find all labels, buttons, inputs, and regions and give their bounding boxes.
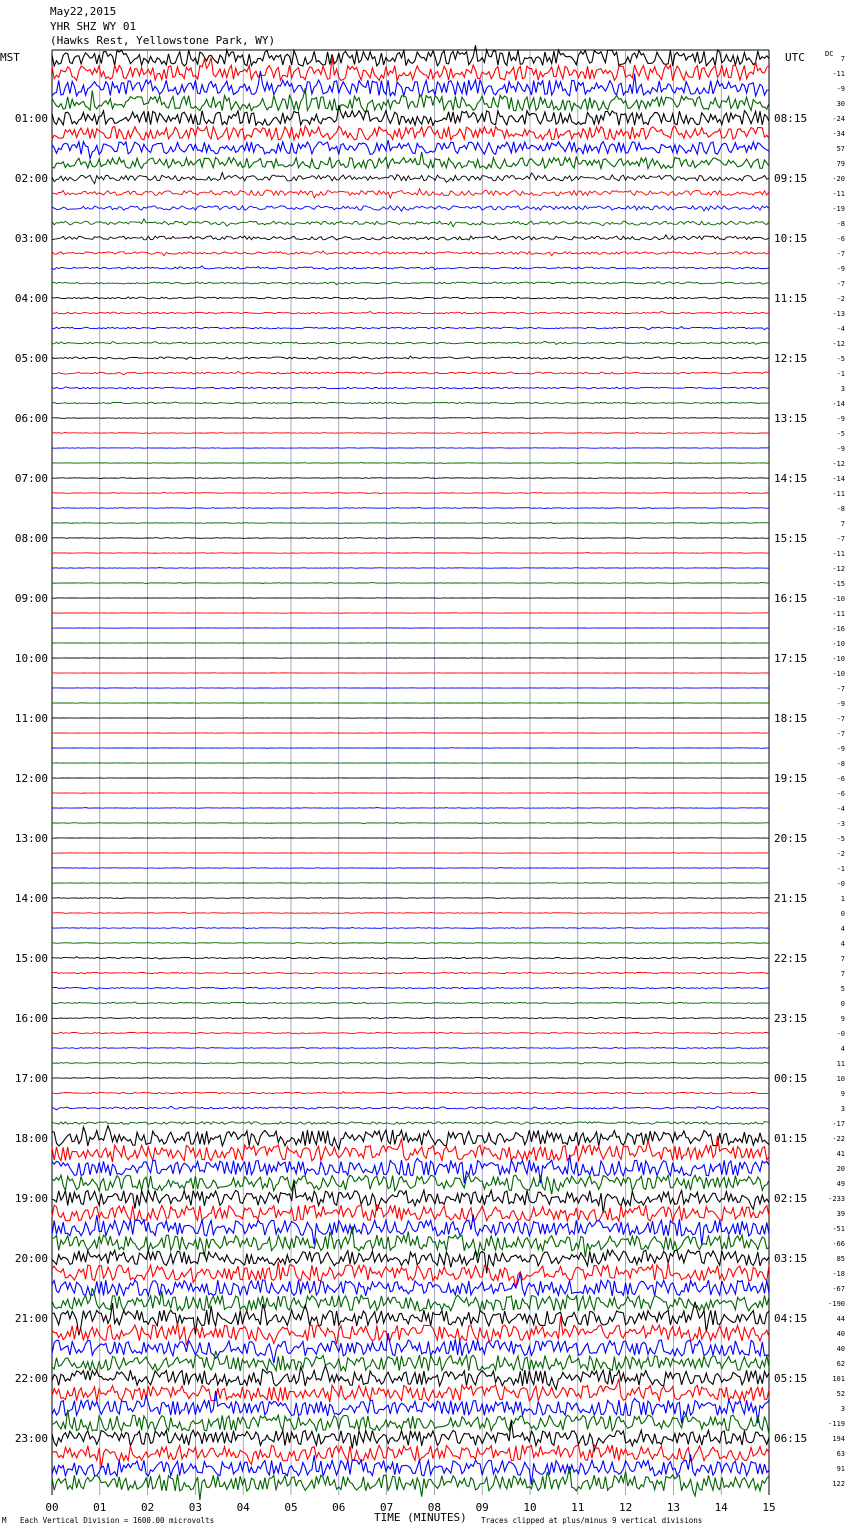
dc-offset-label: -7 [836,280,845,288]
trace-line [52,463,769,464]
dc-offset-label: -67 [832,1285,845,1293]
dc-offset-label: -2 [836,295,845,303]
trace-line [52,1002,769,1004]
dc-offset-label: -16 [832,625,845,633]
trace-line [52,282,769,285]
trace-line [52,251,769,256]
dc-offset-label: -233 [828,1195,845,1203]
dc-offset-label: -7 [836,535,845,543]
dc-offset-label: 9 [840,1090,845,1098]
trace-line [52,883,769,884]
trace-line [52,327,769,330]
trace-line [52,356,769,359]
x-tick-label: 10 [523,1501,537,1514]
trace-line [52,553,769,554]
dc-offset-label: -7 [836,250,845,258]
dc-offset-label: -10 [832,640,845,648]
mst-hour-label: 04:00 [14,292,48,305]
mst-hour-label: 06:00 [14,412,48,425]
trace-line [52,1379,769,1403]
trace-line [52,748,769,749]
utc-hour-label: 22:15 [774,952,808,965]
trace-line [52,417,769,418]
trace-line [52,402,769,404]
x-tick-label: 08 [427,1501,442,1514]
mst-axis-title: MST [0,51,20,64]
trace-line [52,538,769,539]
utc-hour-label: 13:15 [774,412,808,425]
dc-offset-label: 9 [840,1015,845,1023]
x-tick-label: 11 [571,1501,585,1514]
trace-line [52,493,769,494]
trace-line [52,928,769,929]
trace-line [52,808,769,809]
dc-offset-label: 79 [836,160,845,168]
dc-offset-label: -15 [832,580,845,588]
x-tick-label: 13 [666,1501,681,1514]
dc-offset-label: 40 [836,1330,845,1338]
utc-hour-label: 23:15 [774,1012,808,1025]
trace-line [52,1454,769,1484]
dc-offset-label: -5 [836,430,845,438]
mst-hour-label: 21:00 [14,1312,48,1325]
trace-line [52,1047,769,1048]
dc-offset-label: -14 [832,400,845,408]
x-tick-label: 03 [188,1501,203,1514]
utc-hour-label: 20:15 [774,832,808,845]
dc-offset-label: -7 [836,730,845,738]
dc-offset-label: 4 [840,940,845,948]
dc-offset-label: 122 [832,1480,845,1488]
trace-line [52,432,769,433]
utc-hour-label: 09:15 [774,172,808,185]
dc-offset-label: 7 [840,970,845,978]
trace-line [52,1122,769,1125]
trace-line [52,583,769,584]
dc-offset-label: -9 [836,265,845,273]
dc-offset-label: 52 [836,1390,845,1398]
dc-offset-label: 194 [832,1435,845,1443]
trace-line [52,1205,769,1221]
dc-offset-label: -1 [836,370,845,378]
trace-line [52,1062,769,1064]
trace-line [52,658,769,659]
mst-hour-label: 15:00 [14,952,48,965]
dc-offset-label: 3 [840,385,845,393]
utc-hour-label: 19:15 [774,772,808,785]
utc-hour-label: 03:15 [774,1252,808,1265]
trace-line [52,235,769,240]
x-tick-label: 00 [45,1501,59,1514]
dc-offset-label: -9 [836,700,845,708]
trace-line [52,219,769,227]
dc-offset-label: 7 [840,520,845,528]
trace-line [52,126,769,140]
mst-hour-label: 20:00 [14,1252,48,1265]
trace-line [52,763,769,764]
dc-offset-label: -9 [836,745,845,753]
mst-hour-label: 07:00 [14,472,48,485]
trace-line [52,478,769,479]
dc-offset-label: -7 [836,715,845,723]
utc-axis-title: UTC [785,51,805,64]
dc-offset-label: -24 [832,115,845,123]
station-code: YHR SHZ WY 01 [50,20,137,33]
dc-offset-label: 30 [836,100,845,108]
dc-offset-label: 4 [840,925,845,933]
x-tick-label: 01 [93,1501,107,1514]
dc-offset-label: 10 [836,1075,845,1083]
trace-line [52,688,769,689]
dc-offset-label: -66 [832,1240,845,1248]
dc-offset-label: -9 [836,415,845,423]
dc-offset-label: -5 [836,835,845,843]
dc-offset-label: 101 [832,1375,845,1383]
trace-line [52,1366,769,1390]
mst-hour-label: 23:00 [14,1432,48,1445]
trace-line [52,507,769,508]
utc-hour-label: 15:15 [774,532,808,545]
dc-offset-label: 40 [836,1345,845,1353]
dc-offset-label: -119 [828,1420,845,1428]
trace-line [52,778,769,779]
mst-hour-label: 13:00 [14,832,48,845]
mst-hour-label: 22:00 [14,1372,48,1385]
mst-hour-label: 10:00 [14,652,48,665]
dc-offset-label: -6 [836,790,845,798]
utc-hour-label: 05:15 [774,1372,808,1385]
dc-offset-label: -9 [836,85,845,93]
utc-hour-label: 04:15 [774,1312,808,1325]
trace-line [52,868,769,869]
trace-line [52,1136,769,1162]
dc-offset-label: 0 [840,1000,845,1008]
trace-line [52,1445,769,1468]
mst-hour-label: 09:00 [14,592,48,605]
dc-offset-label: -51 [832,1225,845,1233]
trace-line [52,733,769,734]
trace-line [52,387,769,389]
trace-line [52,1077,769,1078]
trace-line [52,613,769,614]
trace-line [52,568,769,569]
trace-line [52,297,769,300]
utc-hour-label: 01:15 [774,1132,808,1145]
utc-hour-label: 10:15 [774,232,808,245]
dc-offset-label: 49 [836,1180,845,1188]
trace-line [52,823,769,824]
mst-hour-label: 16:00 [14,1012,48,1025]
trace-line [52,1351,769,1371]
trace-line [52,972,769,974]
dc-offset-label: -8 [836,760,845,768]
x-tick-label: 15 [762,1501,776,1514]
trace-line [52,152,769,169]
dc-offset-label: -14 [832,475,845,483]
mst-hour-label: 12:00 [14,772,48,785]
dc-offset-label: -2 [836,850,845,858]
dc-offset-label: 7 [840,55,845,63]
trace-line [52,45,769,66]
mst-hour-label: 08:00 [14,532,48,545]
dc-offset-label: 91 [836,1465,845,1473]
dc-offset-label: -22 [832,1135,845,1143]
dc-offset-label: -17 [832,1120,845,1128]
scale-note: Each Vertical Division = 1600.00 microvolts [20,1516,215,1525]
trace-line [52,206,769,211]
mst-hour-label: 18:00 [14,1132,48,1145]
trace-line [52,341,769,344]
x-tick-label: 09 [475,1501,489,1514]
trace-line [52,189,769,198]
trace-line [52,312,769,314]
dc-offset-label: -10 [832,595,845,603]
mst-hour-label: 17:00 [14,1072,48,1085]
dc-offset-label: -0 [836,880,845,888]
clip-note: Traces clipped at plus/minus 9 vertical divisions [481,1516,703,1525]
corner-mark: M [2,1516,7,1525]
dc-offset-label: 44 [836,1315,845,1323]
mst-hour-label: 14:00 [14,892,48,905]
dc-offset-label: -0 [836,1030,845,1038]
trace-line [52,1106,769,1110]
dc-offset-label: -12 [832,340,845,348]
mst-hour-label: 01:00 [14,112,48,125]
utc-hour-label: 16:15 [774,592,808,605]
station-location: (Hawks Rest, Yellowstone Park, WY) [50,34,276,47]
utc-hour-label: 12:15 [774,352,808,365]
dc-offset-label: -20 [832,175,845,183]
dc-offset-label: -12 [832,565,845,573]
trace-line [52,1175,769,1194]
dc-offset-label: -6 [836,775,845,783]
dc-offset-label: -190 [828,1300,845,1308]
dc-offset-label: 85 [836,1255,845,1263]
trace-line [52,793,769,794]
dc-column-title: DC [825,50,834,58]
dc-offset-label: 11 [836,1060,845,1068]
mst-hour-label: 02:00 [14,172,48,185]
dc-offset-label: -4 [836,325,845,333]
dc-offset-label: 3 [840,1105,845,1113]
dc-offset-label: -11 [832,190,845,198]
dc-offset-label: -8 [836,505,845,513]
grid-lines [52,50,769,1495]
trace-line [52,523,769,524]
trace-line [52,853,769,854]
trace-line [52,173,769,184]
mst-hour-label: 11:00 [14,712,48,725]
trace-line [52,1262,769,1289]
x-axis-title: TIME (MINUTES) [374,1511,467,1524]
x-tick-label: 06 [332,1501,346,1514]
utc-hour-label: 02:15 [774,1192,808,1205]
dc-offset-label: -10 [832,655,845,663]
x-tick-label: 14 [714,1501,728,1514]
trace-line [52,598,769,599]
utc-hour-label: 21:15 [774,892,808,905]
x-tick-label: 05 [284,1501,298,1514]
dc-offset-label: -5 [836,355,845,363]
trace-line [52,673,769,674]
dc-offset-label: -19 [832,205,845,213]
trace-line [52,105,769,125]
x-tick-label: 12 [618,1501,633,1514]
dc-offset-label: -9 [836,445,845,453]
dc-offset-label: -6 [836,235,845,243]
plot-date: May22,2015 [50,5,117,18]
dc-offset-label: 7 [840,955,845,963]
dc-offset-label: -11 [832,610,845,618]
utc-hour-label: 06:15 [774,1432,808,1445]
trace-line [52,987,769,989]
utc-hour-label: 00:15 [774,1072,808,1085]
dc-offset-label: 39 [836,1210,845,1218]
dc-offset-label: -13 [832,310,845,318]
utc-hour-label: 08:15 [774,112,808,125]
dc-offset-label: -11 [832,550,845,558]
dc-offset-label: -10 [832,670,845,678]
trace-line [52,1092,769,1094]
dc-offset-label: -18 [832,1270,845,1278]
trace-line [52,371,769,374]
dc-offset-label: 0 [840,910,845,918]
x-tick-label: 04 [236,1501,250,1514]
dc-offset-label: -1 [836,865,845,873]
dc-offset-label: 3 [840,1405,845,1413]
dc-offset-label: 20 [836,1165,845,1173]
dc-offset-label: 5 [840,985,845,993]
trace-line [52,703,769,704]
trace-line [52,898,769,899]
trace-line [52,1018,769,1019]
trace-line [52,838,769,839]
mst-hour-label: 03:00 [14,232,48,245]
dc-offset-label: -11 [832,490,845,498]
dc-offset-label: -8 [836,220,845,228]
x-tick-label: 07 [379,1501,394,1514]
dc-offset-label: -3 [836,820,845,828]
dc-offset-label: 63 [836,1450,845,1458]
dc-offset-label: -4 [836,805,845,813]
trace-line [52,448,769,449]
dc-offset-label: -12 [832,460,845,468]
dc-offset-label: 62 [836,1360,845,1368]
trace-line [52,1126,769,1150]
trace-line [52,1032,769,1034]
dc-offset-label: -11 [832,70,845,78]
x-tick-label: 02 [140,1501,155,1514]
mst-hour-label: 19:00 [14,1192,48,1205]
utc-hour-label: 11:15 [774,292,808,305]
trace-line [52,957,769,960]
seismic-traces [52,45,769,1500]
utc-hour-label: 14:15 [774,472,808,485]
trace-line [52,718,769,719]
trace-line [52,1214,769,1245]
trace-line [52,912,769,913]
dc-offset-label: 1 [840,895,845,903]
dc-offset-label: -7 [836,685,845,693]
trace-line [52,266,769,270]
mst-hour-label: 05:00 [14,352,48,365]
dc-offset-label: 4 [840,1045,845,1053]
utc-hour-label: 17:15 [774,652,808,665]
trace-line [52,943,769,944]
dc-offset-label: 57 [836,145,845,153]
dc-offset-label: 41 [836,1150,845,1158]
utc-hour-label: 18:15 [774,712,808,725]
trace-line [52,140,769,159]
dc-offset-label: -34 [832,130,845,138]
